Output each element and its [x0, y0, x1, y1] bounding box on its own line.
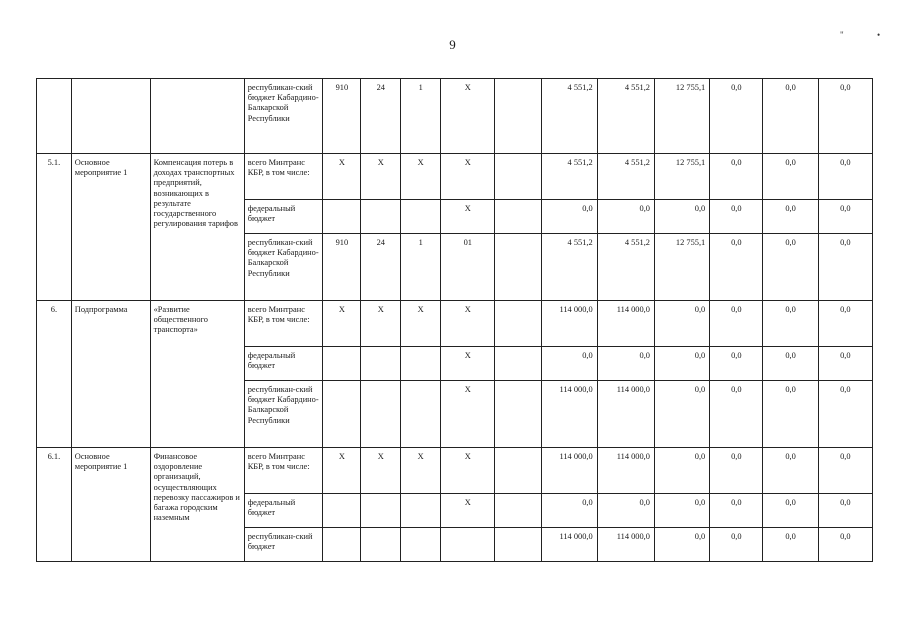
cell-v3: 0,0: [654, 381, 709, 448]
cell-csr: Х: [441, 301, 495, 347]
cell-grbs: 910: [323, 234, 361, 301]
cell-name: [150, 79, 244, 154]
cell-v4: 0,0: [710, 79, 763, 154]
cell-v2: 0,0: [597, 347, 654, 381]
cell-v1: 0,0: [542, 200, 597, 234]
cell-name: Компенсация потерь в доходах транспортных предприятий, возникающих в результате государственного регулирования тарифов: [150, 154, 244, 301]
cell-csr: Х: [441, 448, 495, 494]
cell-source: республикан-ский бюджет Кабардино-Балкарской Республики: [244, 381, 323, 448]
cell-v3: 0,0: [654, 301, 709, 347]
cell-pr: [401, 200, 441, 234]
cell-vr: [495, 494, 542, 528]
cell-status: Основное мероприятие 1: [71, 154, 150, 301]
cell-v4: 0,0: [710, 200, 763, 234]
cell-v3: 0,0: [654, 200, 709, 234]
cell-rz: Х: [361, 448, 401, 494]
cell-v3: 12 755,1: [654, 79, 709, 154]
cell-v5: 0,0: [763, 234, 818, 301]
cell-v5: 0,0: [763, 381, 818, 448]
cell-num: 5.1.: [37, 154, 72, 301]
cell-v2: 114 000,0: [597, 301, 654, 347]
scan-mark: ": [840, 30, 844, 40]
cell-source: федеральный бюджет: [244, 494, 323, 528]
cell-csr: [441, 528, 495, 562]
cell-v2: 0,0: [597, 200, 654, 234]
cell-name: «Развитие общественного транспорта»: [150, 301, 244, 448]
cell-vr: [495, 381, 542, 448]
cell-csr: Х: [441, 494, 495, 528]
cell-rz: 24: [361, 79, 401, 154]
cell-v1: 114 000,0: [542, 301, 597, 347]
cell-csr: Х: [441, 200, 495, 234]
cell-v2: 114 000,0: [597, 528, 654, 562]
table-row: [37, 301, 873, 347]
cell-rz: [361, 200, 401, 234]
cell-v3: 0,0: [654, 347, 709, 381]
cell-v3: 12 755,1: [654, 154, 709, 200]
table-row: [37, 154, 873, 200]
cell-vr: [495, 200, 542, 234]
cell-grbs: [323, 200, 361, 234]
cell-pr: [401, 494, 441, 528]
cell-pr: Х: [401, 301, 441, 347]
cell-v3: 0,0: [654, 528, 709, 562]
cell-source: федеральный бюджет: [244, 200, 323, 234]
cell-v6: 0,0: [818, 79, 872, 154]
cell-rz: [361, 528, 401, 562]
cell-source: всего Минтранс КБР, в том числе:: [244, 301, 323, 347]
cell-rz: Х: [361, 154, 401, 200]
cell-pr: 1: [401, 234, 441, 301]
cell-vr: [495, 154, 542, 200]
cell-v1: 0,0: [542, 494, 597, 528]
cell-pr: [401, 381, 441, 448]
cell-v1: 4 551,2: [542, 79, 597, 154]
cell-csr: Х: [441, 79, 495, 154]
cell-pr: Х: [401, 448, 441, 494]
cell-v6: 0,0: [818, 381, 872, 448]
cell-v2: 114 000,0: [597, 381, 654, 448]
cell-vr: [495, 347, 542, 381]
cell-v4: 0,0: [710, 448, 763, 494]
cell-v1: 4 551,2: [542, 234, 597, 301]
cell-name: Финансовое оздоровление организаций, осуществляющих перевозку пассажиров и багажа городским наземным: [150, 448, 244, 562]
cell-v6: 0,0: [818, 347, 872, 381]
cell-grbs: [323, 347, 361, 381]
cell-v2: 0,0: [597, 494, 654, 528]
cell-rz: [361, 347, 401, 381]
cell-v2: 4 551,2: [597, 154, 654, 200]
cell-csr: 01: [441, 234, 495, 301]
cell-v2: 4 551,2: [597, 234, 654, 301]
cell-v4: 0,0: [710, 234, 763, 301]
cell-pr: 1: [401, 79, 441, 154]
cell-v3: 12 755,1: [654, 234, 709, 301]
cell-pr: Х: [401, 154, 441, 200]
cell-grbs: [323, 494, 361, 528]
cell-v6: 0,0: [818, 154, 872, 200]
budget-table: [36, 78, 873, 562]
cell-source: всего Минтранс КБР, в том числе:: [244, 448, 323, 494]
cell-rz: [361, 381, 401, 448]
cell-vr: [495, 301, 542, 347]
cell-v1: 114 000,0: [542, 528, 597, 562]
cell-pr: [401, 528, 441, 562]
cell-v6: 0,0: [818, 234, 872, 301]
cell-vr: [495, 234, 542, 301]
cell-pr: [401, 347, 441, 381]
cell-v5: 0,0: [763, 448, 818, 494]
cell-v1: 114 000,0: [542, 448, 597, 494]
cell-grbs: Х: [323, 448, 361, 494]
table-row: [37, 79, 873, 154]
cell-v5: 0,0: [763, 347, 818, 381]
cell-status: [71, 79, 150, 154]
cell-v5: 0,0: [763, 528, 818, 562]
cell-num: 6.: [37, 301, 72, 448]
cell-vr: [495, 79, 542, 154]
cell-source: всего Минтранс КБР, в том числе:: [244, 154, 323, 200]
cell-v2: 4 551,2: [597, 79, 654, 154]
scan-mark: •: [877, 30, 881, 40]
cell-csr: Х: [441, 347, 495, 381]
cell-v5: 0,0: [763, 494, 818, 528]
cell-grbs: [323, 528, 361, 562]
cell-csr: Х: [441, 381, 495, 448]
cell-source: республикан-ский бюджет Кабардино-Балкарской Республики: [244, 79, 323, 154]
page-number: 9: [449, 37, 456, 52]
cell-grbs: [323, 381, 361, 448]
cell-v5: 0,0: [763, 154, 818, 200]
cell-grbs: 910: [323, 79, 361, 154]
cell-rz: Х: [361, 301, 401, 347]
cell-status: Подпрограмма: [71, 301, 150, 448]
cell-v1: 4 551,2: [542, 154, 597, 200]
cell-v5: 0,0: [763, 200, 818, 234]
cell-csr: Х: [441, 154, 495, 200]
cell-v6: 0,0: [818, 200, 872, 234]
cell-v2: 114 000,0: [597, 448, 654, 494]
cell-v6: 0,0: [818, 494, 872, 528]
cell-v4: 0,0: [710, 347, 763, 381]
cell-v4: 0,0: [710, 528, 763, 562]
cell-vr: [495, 448, 542, 494]
cell-num: 6.1.: [37, 448, 72, 562]
cell-v5: 0,0: [763, 301, 818, 347]
cell-grbs: Х: [323, 301, 361, 347]
cell-v6: 0,0: [818, 448, 872, 494]
cell-rz: 24: [361, 234, 401, 301]
cell-status: Основное мероприятие 1: [71, 448, 150, 562]
cell-num: [37, 79, 72, 154]
cell-v4: 0,0: [710, 381, 763, 448]
cell-v6: 0,0: [818, 301, 872, 347]
cell-v1: 0,0: [542, 347, 597, 381]
cell-vr: [495, 528, 542, 562]
cell-v1: 114 000,0: [542, 381, 597, 448]
cell-v4: 0,0: [710, 154, 763, 200]
cell-v4: 0,0: [710, 494, 763, 528]
cell-v3: 0,0: [654, 494, 709, 528]
cell-v4: 0,0: [710, 301, 763, 347]
cell-source: республикан-ский бюджет: [244, 528, 323, 562]
cell-source: республикан-ский бюджет Кабардино-Балкарской Республики: [244, 234, 323, 301]
cell-grbs: Х: [323, 154, 361, 200]
cell-rz: [361, 494, 401, 528]
cell-source: федеральный бюджет: [244, 347, 323, 381]
table-row: [37, 448, 873, 494]
cell-v3: 0,0: [654, 448, 709, 494]
cell-v6: 0,0: [818, 528, 872, 562]
cell-v5: 0,0: [763, 79, 818, 154]
